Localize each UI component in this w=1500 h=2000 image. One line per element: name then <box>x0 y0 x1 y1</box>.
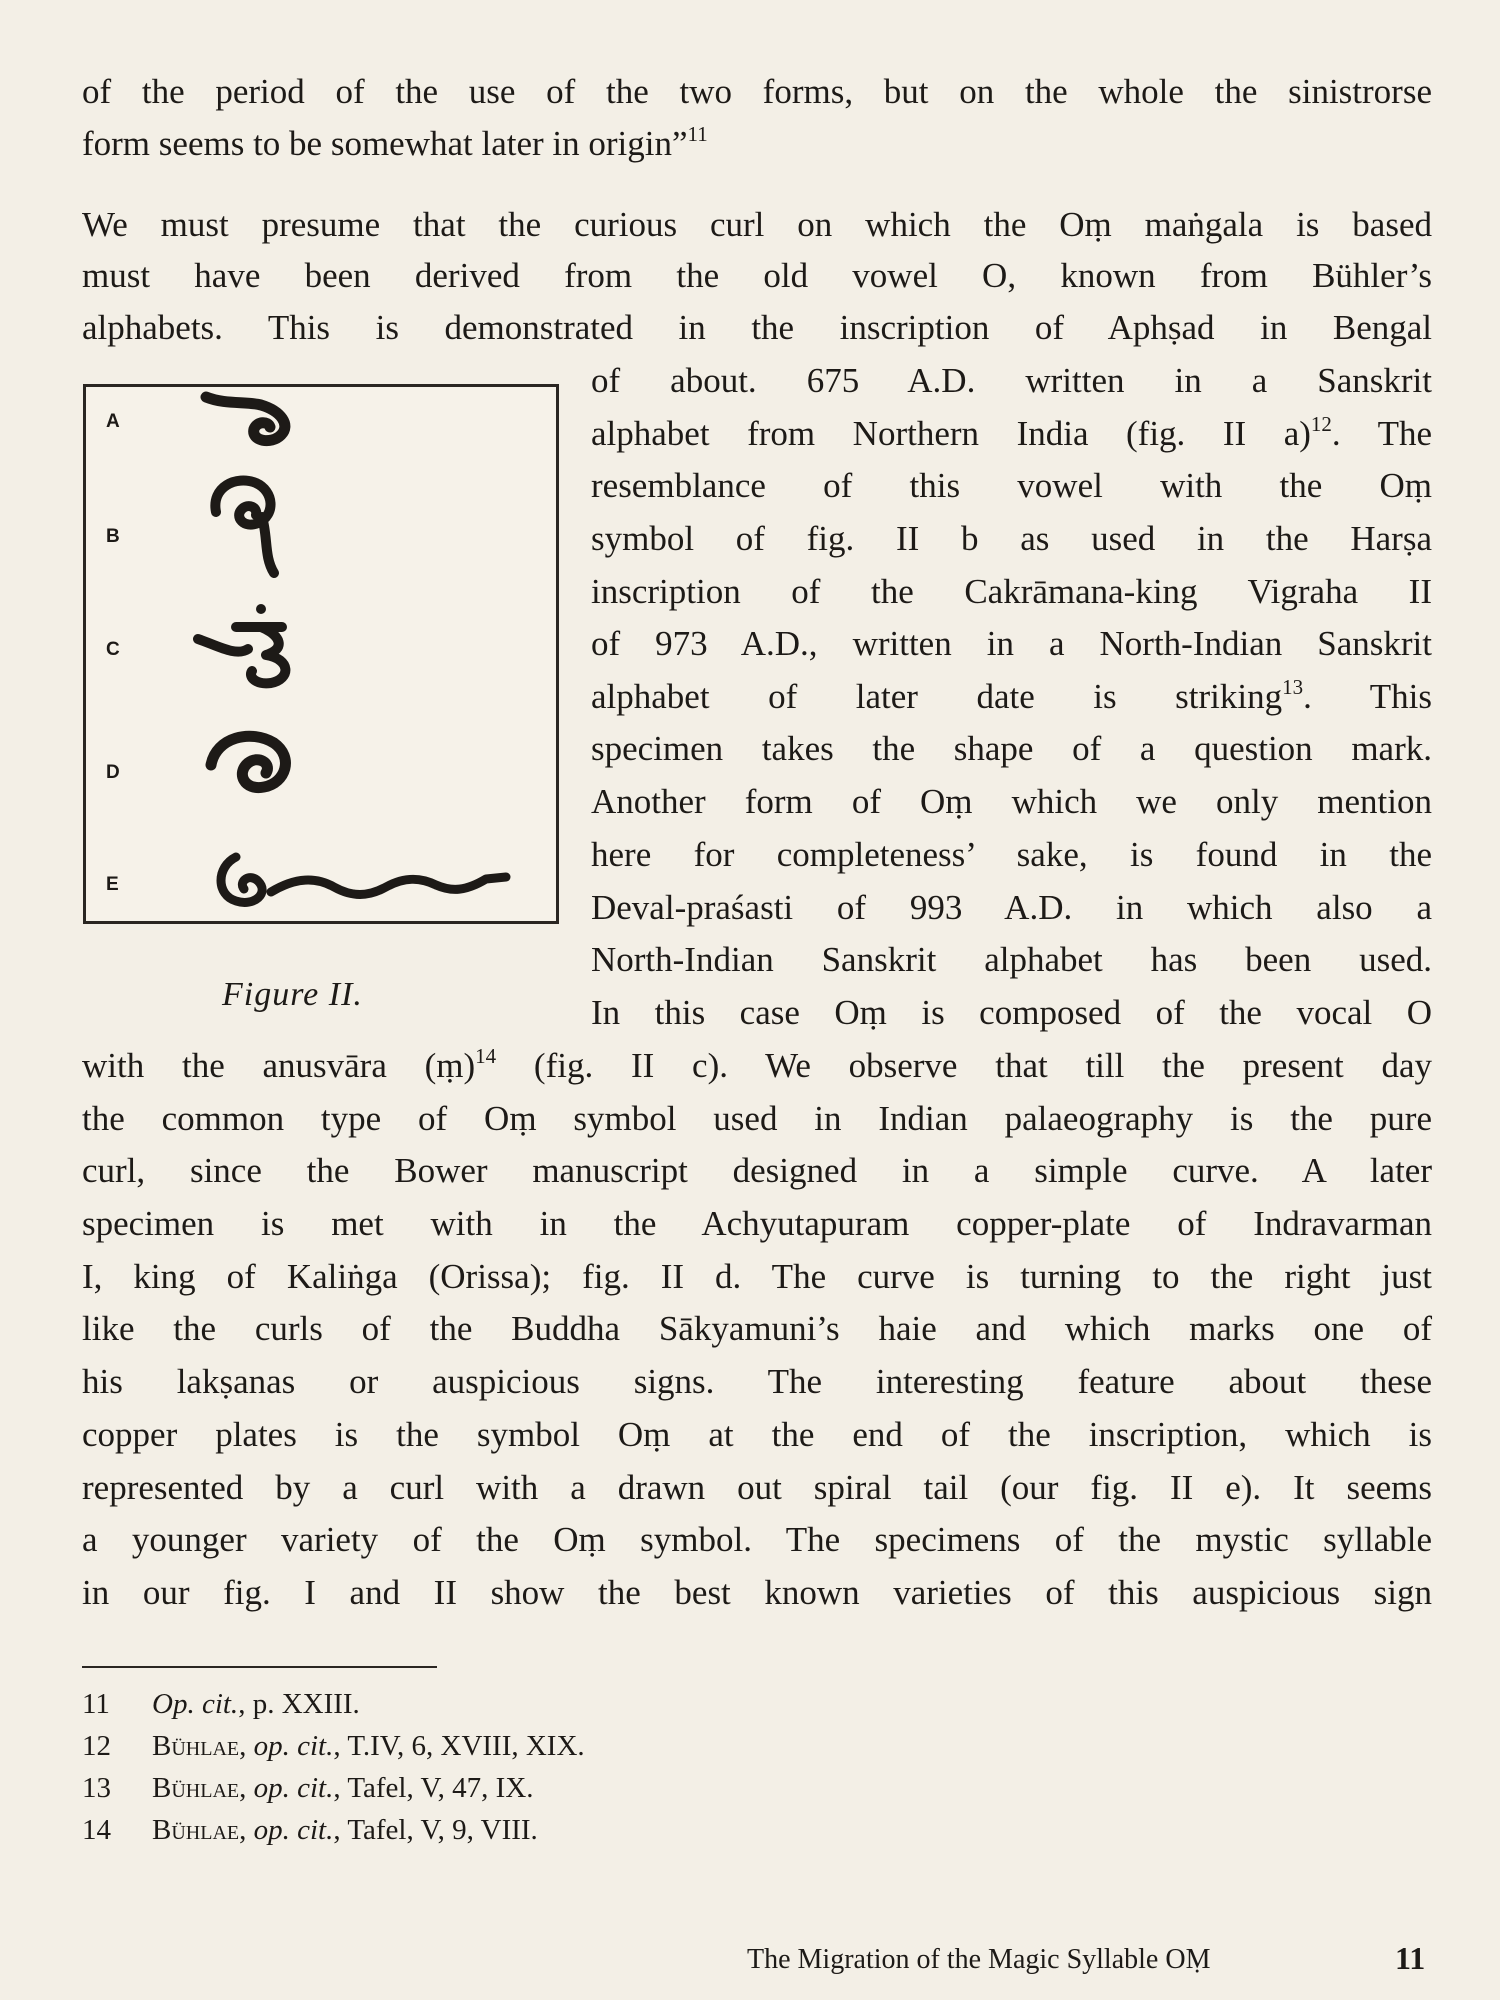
body-line: North-Indian Sanskrit alphabet has been used. <box>591 940 1432 979</box>
body-line: resemblance of this vowel with the Oṃ <box>591 466 1432 505</box>
footnote-ref: 12 <box>1310 412 1332 436</box>
running-title: The Migration of the Magic Syllable OṂ <box>747 1944 1211 1975</box>
om-symbols-figure <box>86 387 556 921</box>
body-line: alphabet of later date is striking$^{13}$. This <box>591 675 1432 716</box>
label-b: B <box>106 526 120 547</box>
body-line: alphabets. This is demonstrated in the inscription of Aphṣad in Bengal <box>82 308 1432 347</box>
body-line: I, king of Kaliṅga (Orissa); fig. II d. The curve is turning to the right just <box>82 1257 1432 1296</box>
body-line: here for completeness’ sake, is found in the <box>591 835 1432 874</box>
om-glyph-c <box>198 627 285 683</box>
om-glyph-e <box>221 857 506 902</box>
body-line: of 973 A.D., written in a North-Indian Sanskrit <box>591 624 1432 663</box>
om-glyph-d <box>211 736 285 787</box>
body-line: must have been derived from the old vowel O, known from Bühler’s <box>82 256 1432 295</box>
label-a: A <box>106 411 120 432</box>
body-line: specimen is met with in the Achyutapuram copper-plate of Indravarman <box>82 1204 1432 1243</box>
label-d: D <box>106 762 120 783</box>
body-line: In this case Oṃ is composed of the vocal O <box>591 993 1432 1032</box>
figure-caption: Figure II. <box>222 976 363 1013</box>
page-number: 11 <box>1395 1940 1426 1976</box>
body-line: represented by a curl with a drawn out spiral tail (our fig. II e). It seems <box>82 1468 1432 1507</box>
body-line: the common type of Oṃ symbol used in Indian palaeography is the pure <box>82 1099 1432 1138</box>
body-line: We must presume that the curious curl on which the Oṃ maṅgala is based <box>82 205 1432 244</box>
body-line: in our fig. I and II show the best known varieties of this auspicious sign <box>82 1573 1432 1612</box>
om-glyph-b <box>215 481 274 573</box>
body-line: with the anusvāra (ṃ)$^{14}$ (fig. II c). We observe that till the present day <box>82 1044 1432 1085</box>
body-line: of the period of the use of the two forms, but on the whole the sinistrorse <box>82 72 1432 111</box>
footnote-11: 11 Op. cit., p. XXIII. <box>82 1688 360 1720</box>
body-line: specimen takes the shape of a question mark. <box>591 729 1432 768</box>
footnote-rule <box>82 1666 437 1668</box>
body-line: form seems to be somewhat later in origin”$^{11}$ <box>82 122 708 163</box>
om-glyph-a <box>206 397 285 441</box>
body-line: curl, since the Bower manuscript designed in a simple curve. A later <box>82 1151 1432 1190</box>
body-line: alphabet from Northern India (fig. II a)$^{12}$. The <box>591 412 1432 453</box>
body-line: Deval-praśasti of 993 A.D. in which also a <box>591 888 1432 927</box>
footnote-ref: 14 <box>475 1044 497 1068</box>
body-line: like the curls of the Buddha Sākyamuni’s haie and which marks one of <box>82 1309 1432 1348</box>
footnote-14: 14 Bühlae, op. cit., Tafel, V, 9, VIII. <box>82 1814 538 1846</box>
footnote-ref: 13 <box>1282 675 1304 699</box>
footnote-ref: 11 <box>687 122 708 146</box>
footnote-12: 12 Bühlae, op. cit., T.IV, 6, XVIII, XIX. <box>82 1730 585 1762</box>
body-line: of about. 675 A.D. written in a Sanskrit <box>591 361 1432 400</box>
body-line: inscription of the Cakrāmana-king Vigraha II <box>591 572 1432 611</box>
figure-box <box>83 384 559 924</box>
label-e: E <box>106 874 119 895</box>
footnote-13: 13 Bühlae, op. cit., Tafel, V, 47, IX. <box>82 1772 534 1804</box>
body-line: copper plates is the symbol Oṃ at the end of the inscription, which is <box>82 1415 1432 1454</box>
label-c: C <box>106 639 120 660</box>
body-line: Another form of Oṃ which we only mention <box>591 782 1432 821</box>
body-line: his lakṣanas or auspicious signs. The interesting feature about these <box>82 1362 1432 1401</box>
body-line: a younger variety of the Oṃ symbol. The specimens of the mystic syllable <box>82 1520 1432 1559</box>
body-line: symbol of fig. II b as used in the Harṣa <box>591 519 1432 558</box>
om-glyph-c-dot <box>256 604 266 614</box>
